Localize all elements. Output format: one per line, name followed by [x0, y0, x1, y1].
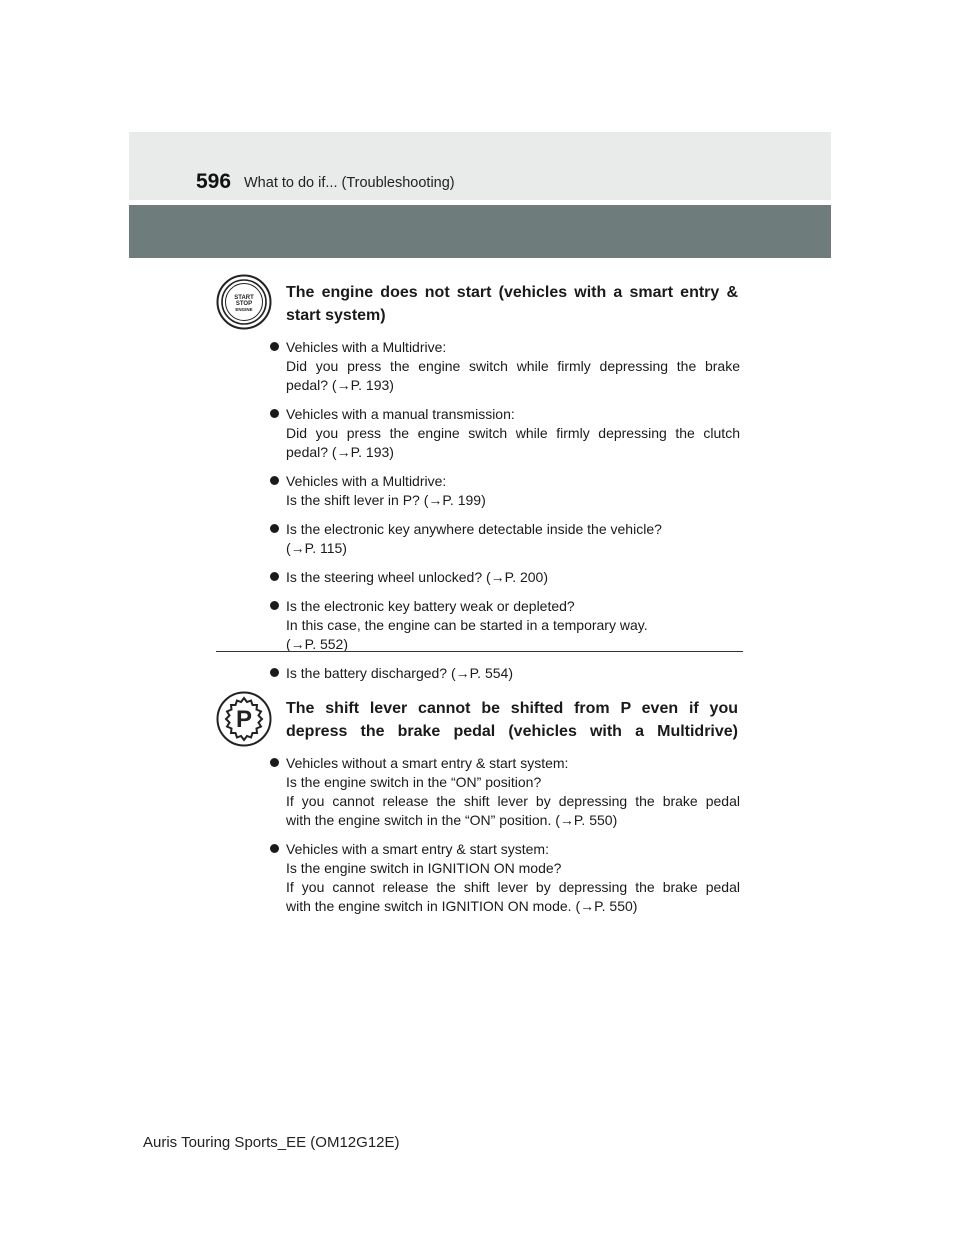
bullet-line: pedal? (→P. 193)	[286, 444, 394, 460]
list-item	[270, 338, 740, 395]
bullet-line: In this case, the engine can be started in a temporary way.	[286, 617, 648, 633]
bullet-line: Vehicles with a Multidrive:	[286, 339, 447, 355]
bullet-line: Is the shift lever in P? (→P. 199)	[286, 492, 486, 508]
list-item	[270, 840, 740, 916]
bullet-line: (→P. 552)	[286, 636, 348, 652]
list-item	[270, 664, 740, 683]
bullet-line: Vehicles with a manual transmission:	[286, 406, 515, 422]
bullet-line: Vehicles with a smart entry & start system:	[286, 841, 549, 857]
bullet-line: If you cannot release the shift lever by depressing the brake pedal	[286, 793, 740, 809]
topic-title-line: The shift lever cannot be shifted from P even if you	[286, 700, 738, 717]
topic-title-line: The engine does not start (vehicles with a smart entry &	[286, 284, 738, 301]
list-item	[270, 597, 740, 654]
list-item	[270, 405, 740, 462]
bullet-line: Is the battery discharged? (→P. 554)	[286, 665, 513, 681]
bullet-line: Did you press the engine switch while firmly depressing the clutch	[286, 425, 740, 441]
icon-text-start: START	[234, 295, 254, 301]
list-item	[270, 520, 740, 558]
bullet-line: with the engine switch in IGNITION ON mode. (→P. 550)	[286, 898, 638, 914]
bullet-line: Did you press the engine switch while firmly depressing the brake	[286, 358, 740, 374]
list-item	[270, 568, 740, 587]
icon-text-engine: ENGINE	[235, 307, 253, 312]
section-title: What to do if... (Troubleshooting)	[244, 175, 455, 191]
bullet-line: Is the engine switch in IGNITION ON mode?	[286, 860, 562, 876]
bullet-line: Vehicles with a Multidrive:	[286, 473, 447, 489]
bullet-line: with the engine switch in the “ON” position. (→P. 550)	[286, 812, 618, 828]
shift-lock-p-gear-icon	[216, 691, 272, 747]
topic-title-engine-not-start	[286, 281, 738, 327]
icon-text-p: P	[235, 706, 253, 733]
start-stop-engine-button-icon	[216, 274, 272, 330]
topic-title-line: start system)	[286, 307, 386, 324]
page-number: 596	[196, 170, 232, 193]
bullet-line: (→P. 115)	[286, 540, 347, 556]
bullet-line: Is the electronic key anywhere detectable inside the vehicle?	[286, 521, 662, 537]
header-band-light	[129, 132, 831, 200]
bullet-line: Vehicles without a smart entry & start system:	[286, 755, 569, 771]
list-item	[270, 472, 740, 510]
topic-title-line: depress the brake pedal (vehicles with a Multidrive)	[286, 723, 738, 740]
footer-model: Auris Touring Sports_EE (OM12G12E)	[143, 1134, 400, 1151]
list-item	[270, 754, 740, 830]
bullet-line: Is the steering wheel unlocked? (→P. 200)	[286, 569, 549, 585]
bullet-line: Is the engine switch in the “ON” position?	[286, 774, 542, 790]
bullet-line: pedal? (→P. 193)	[286, 377, 394, 393]
bullet-line: Is the electronic key battery weak or depleted?	[286, 598, 575, 614]
bullet-list-engine-not-start	[270, 338, 740, 693]
icon-text-stop: STOP	[235, 301, 253, 307]
header-band-dark	[129, 205, 831, 258]
topic-title-shift-lever	[286, 697, 738, 743]
section-divider	[216, 651, 743, 652]
bullet-line: If you cannot release the shift lever by depressing the brake pedal	[286, 879, 740, 895]
bullet-list-shift-lever	[270, 754, 740, 926]
